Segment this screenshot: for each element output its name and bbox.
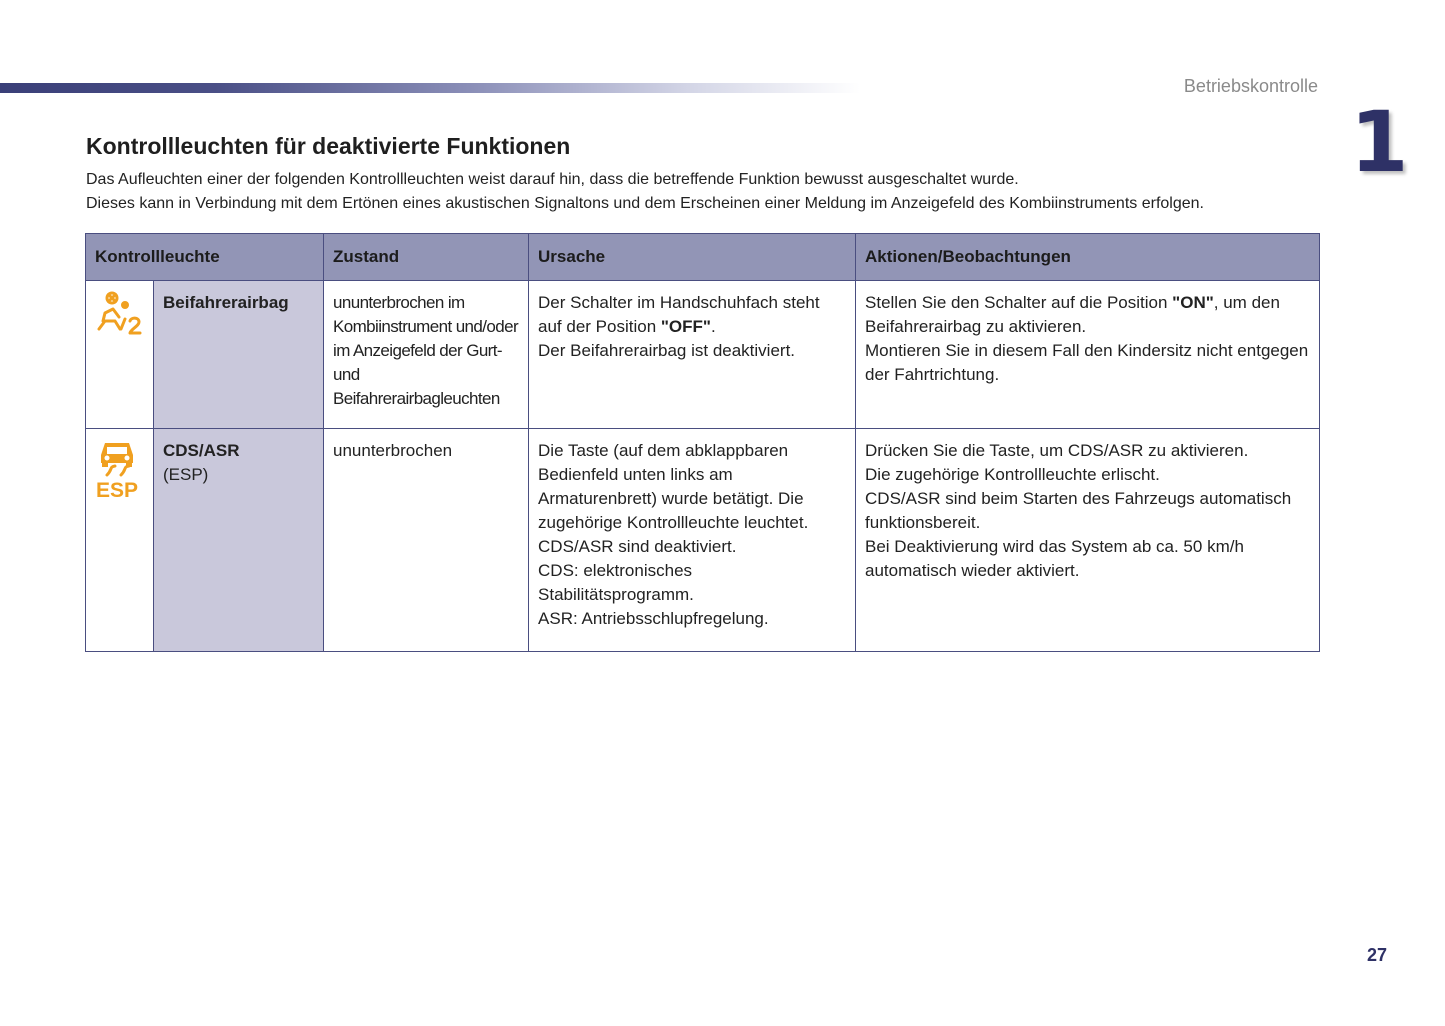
header-kontrollleuchte: Kontrollleuchte xyxy=(86,234,324,281)
esp-off-icon xyxy=(95,439,139,501)
ursache-cell xyxy=(529,281,856,429)
name-cell xyxy=(154,429,324,652)
top-gradient-bar xyxy=(0,83,860,93)
ursache-line: ASR: Antriebsschlupfregelung. xyxy=(538,609,769,628)
light-name: Beifahrerairbag xyxy=(163,293,289,312)
light-name-sub: (ESP) xyxy=(163,465,209,484)
aktionen-text: Stellen Sie den Schalter auf die Position xyxy=(865,293,1173,312)
zustand-text: ununterbrochen im Kombiinstrument und/oder im Anzeigefeld der Gurt- und Beifahrerairbagleuchten xyxy=(333,293,519,408)
icon-cell xyxy=(86,429,154,652)
header-ursache: Ursache xyxy=(529,234,856,281)
ursache-line: CDS: elektronisches Stabilitätsprogramm. xyxy=(538,561,694,604)
aktionen-line: Drücken Sie die Taste, um CDS/ASR zu aktivieren. xyxy=(865,441,1249,460)
aktionen-bold: "ON" xyxy=(1172,293,1214,312)
page-heading: Kontrollleuchten für deaktivierte Funktionen xyxy=(86,133,571,159)
light-name: CDS/ASR xyxy=(163,441,240,460)
table-row xyxy=(86,429,1320,652)
passenger-airbag-off-icon xyxy=(95,291,145,337)
aktionen-cell xyxy=(856,429,1320,652)
intro-line: Das Aufleuchten einer der folgenden Kontrollleuchten weist darauf hin, dass die betreffende Funktion bewusst ausgeschaltet wurde. xyxy=(86,171,1019,188)
chapter-number: 1 xyxy=(1350,93,1409,191)
section-title: Betriebskontrolle xyxy=(1183,76,1318,96)
aktionen-cell xyxy=(856,281,1320,429)
icon-cell xyxy=(86,281,154,429)
header-zustand: Zustand xyxy=(324,234,529,281)
intro-line: Dieses kann in Verbindung mit dem Ertönen eines akustischen Signaltons und dem Erscheinen einer Meldung im Anzeigefeld des Kombiinstruments erfolgen. xyxy=(86,195,1204,212)
ursache-text-end: . xyxy=(711,317,716,336)
ursache-cell xyxy=(529,429,856,652)
aktionen-line: Montieren Sie in diesem Fall den Kindersitz nicht entgegen der Fahrtrichtung. xyxy=(865,341,1309,384)
name-cell xyxy=(154,281,324,429)
aktionen-line: Die zugehörige Kontrollleuchte erlischt. xyxy=(865,465,1160,484)
ursache-text: Der Schalter im Handschuhfach steht auf der Position xyxy=(538,293,820,336)
ursache-line: Der Beifahrerairbag ist deaktiviert. xyxy=(538,341,796,360)
table-row xyxy=(86,281,1320,429)
zustand-cell xyxy=(324,281,529,429)
zustand-text: ununterbrochen xyxy=(333,441,453,460)
aktionen-text-end: , um den Beifahrerairbag zu aktivieren. xyxy=(865,293,1280,336)
ursache-line: Die Taste (auf dem abklappbaren Bedienfeld unten links am Armaturenbrett) wurde betätigt. Die zugehörige Kontrollleuchte leuchtet. xyxy=(538,441,809,532)
page-number: 27 xyxy=(1367,945,1388,965)
ursache-line: CDS/ASR sind deaktiviert. xyxy=(538,537,737,556)
intro-text xyxy=(86,168,1346,216)
aktionen-line: Bei Deaktivierung wird das System ab ca. 50 km/h automatisch wieder aktiviert. xyxy=(865,537,1244,580)
ursache-bold: "OFF" xyxy=(660,317,711,336)
header-aktionen: Aktionen/Beobachtungen xyxy=(856,234,1320,281)
esp-icon-label: ESP xyxy=(95,479,139,501)
aktionen-line: CDS/ASR sind beim Starten des Fahrzeugs automatisch funktionsbereit. xyxy=(865,489,1292,532)
warning-lights-table xyxy=(85,233,1320,652)
zustand-cell xyxy=(324,429,529,652)
table-header-row xyxy=(86,234,1320,281)
